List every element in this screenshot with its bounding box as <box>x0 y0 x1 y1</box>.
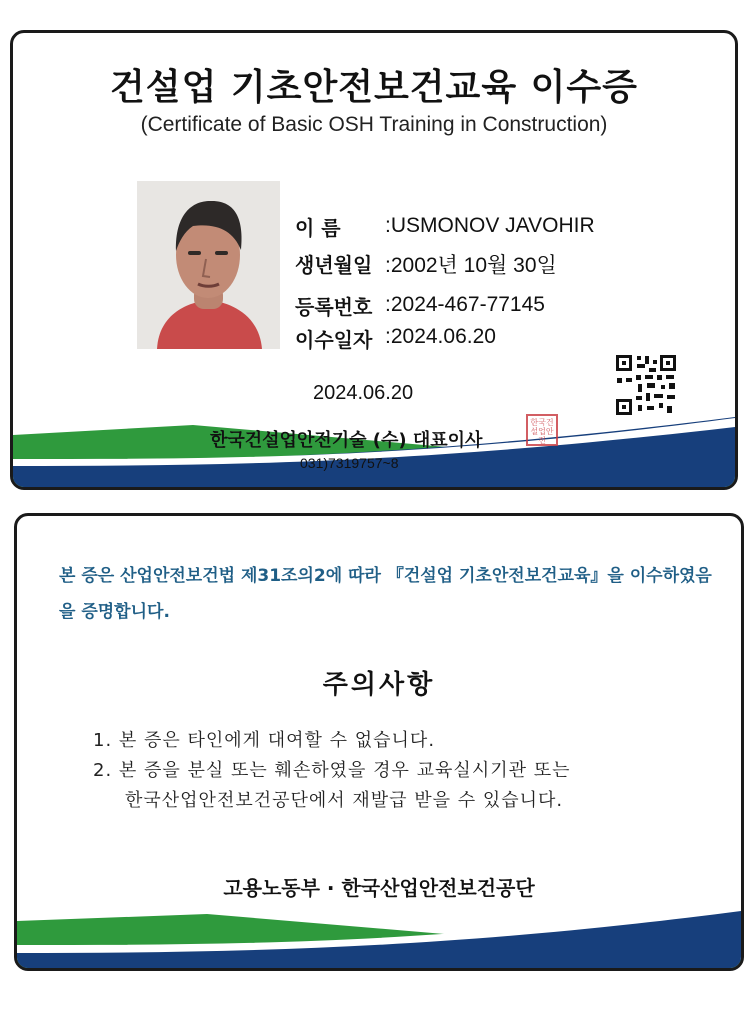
certificate-subtitle: (Certificate of Basic OSH Training in Construction) <box>140 113 608 136</box>
certification-statement: 본 증은 산업안전보건법 제31조의2에 따라 『건설업 기초안전보건교육』을 이수하였음을 증명합니다. <box>59 566 712 622</box>
qr-code <box>614 353 678 417</box>
issuer-name: 한국건설업안전기술 (수) 대표이사 <box>210 430 483 451</box>
certificate-title: 건설업 기초안전보건교육 이수증 <box>110 67 638 108</box>
issue-date: 2024.06.20 <box>313 382 414 404</box>
official-seal <box>526 414 558 446</box>
notice-title: 주의사항 <box>322 670 436 700</box>
completion-date-value: :2024.06.20 <box>385 325 496 348</box>
certificate-front-card <box>10 30 738 490</box>
trainee-photo <box>137 181 280 349</box>
completion-date-label: 이수일자 <box>295 328 373 352</box>
certificate-back-card <box>14 513 744 971</box>
name-label: 이 름 <box>295 216 341 240</box>
issuing-agencies: 고용노동부 · 한국산업안전보건공단 <box>223 876 535 900</box>
notice-item-2-continued: 한국산업안전보건공단에서 재발급 받을 수 있습니다. <box>125 790 564 811</box>
registration-number-value: :2024-467-77145 <box>385 293 545 316</box>
card-wave-decoration <box>17 896 741 968</box>
issuer-phone: 031)7319757~8 <box>300 455 399 471</box>
name-value: :USMONOV JAVOHIR <box>385 214 595 237</box>
birth-date-value: :2002년 10월 30일 <box>385 254 557 277</box>
birth-date-label: 생년월일 <box>295 253 373 277</box>
seal-text: 한국건설업안전 <box>530 418 554 445</box>
notice-item-1: 1. 본 증은 타인에게 대여할 수 없습니다. <box>93 730 436 751</box>
notice-item-2: 2. 본 증을 분실 또는 훼손하였을 경우 교육실시기관 또는 <box>93 760 571 781</box>
registration-number-label: 등록번호 <box>295 295 373 319</box>
